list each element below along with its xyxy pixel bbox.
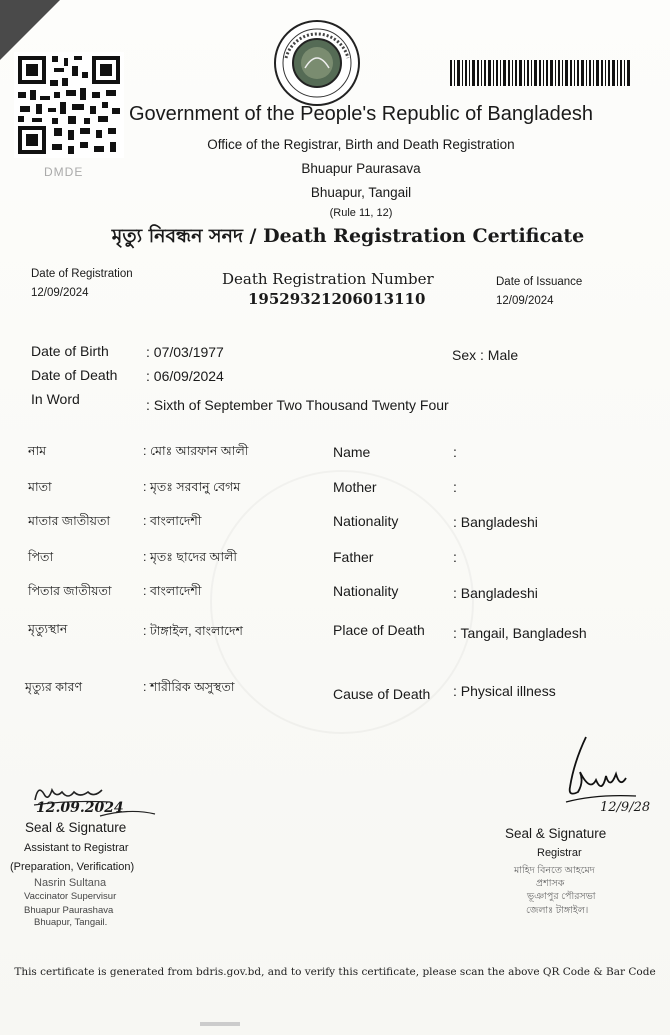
date-of-death-label: Date of Death: [31, 367, 118, 383]
assistant-designation: Vaccinator Supervisur: [24, 891, 117, 902]
barcode[interactable]: [450, 60, 630, 86]
mother-label: Mother: [333, 479, 377, 495]
registrar-stamp-district: জেলাঃ টাঙ্গাইল।: [526, 905, 589, 916]
registration-number-label: Death Registration Number: [222, 270, 434, 288]
bn-mother-value: : মৃতঃ সরবানু বেগম: [143, 480, 241, 494]
cause-of-death-label: Cause of Death: [333, 686, 431, 702]
rule-reference: (Rule 11, 12): [329, 207, 393, 219]
registrar-stamp-office: ভূঞাপুর পৌরসভা: [527, 891, 596, 902]
certificate-title: মৃত্যু নিবন্ধন সনদ / Death Registration Certificate: [111, 225, 585, 247]
bn-mother-label: মাতা: [28, 480, 52, 494]
bn-place-of-death-value: : টাঙ্গাইল, বাংলাদেশ: [143, 624, 243, 638]
mother-nationality-value: : Bangladeshi: [453, 514, 538, 530]
folded-corner: [0, 0, 60, 60]
registration-date-value: 12/09/2024: [31, 287, 89, 299]
place-of-death-label: Place of Death: [333, 622, 425, 638]
bn-place-of-death-label: মৃত্যুস্থান: [28, 622, 68, 636]
footer-note: This certificate is generated from bdris.gov.bd, and to verify this certificate, please scan the above QR Code & Bar Code: [14, 966, 656, 978]
mother-nationality-label: Nationality: [333, 513, 399, 529]
father-nationality-value: : Bangladeshi: [453, 585, 538, 601]
in-word-label: In Word: [31, 391, 80, 407]
place-of-death-value: : Tangail, Bangladesh: [453, 625, 587, 641]
father-value: :: [453, 549, 457, 565]
bn-father-nationality-value: : বাংলাদেশী: [143, 584, 202, 598]
bn-name-label: নাম: [28, 444, 47, 458]
bn-father-nationality-label: পিতার জাতীয়তা: [28, 584, 112, 598]
location-heading: Bhuapur, Tangail: [310, 185, 412, 200]
bn-father-value: : মৃতঃ ছাদের আলী: [143, 550, 238, 564]
registrar-role: Registrar: [537, 847, 582, 859]
assistant-role: Assistant to Registrar: [24, 842, 129, 854]
issuance-date-label: Date of Issuance: [496, 276, 583, 288]
paurasava-heading: Bhuapur Paurasava: [301, 161, 421, 176]
office-heading: Office of the Registrar, Birth and Death Registration: [207, 137, 515, 152]
bn-name-value: : মোঃ আরফান আলী: [143, 444, 249, 458]
cause-of-death-value: : Physical illness: [453, 683, 556, 699]
father-nationality-label: Nationality: [333, 583, 399, 599]
issuance-date-value: 12/09/2024: [496, 295, 554, 307]
assistant-seal-label: Seal & Signature: [25, 820, 127, 835]
assistant-place: Bhuapur, Tangail.: [34, 917, 108, 928]
assistant-name: Nasrin Sultana: [34, 877, 107, 889]
mother-value: :: [453, 479, 457, 495]
registrar-stamp-name: মাহিদ বিনতে আহমেদ: [514, 865, 595, 876]
father-label: Father: [333, 549, 374, 565]
government-seal-icon: [272, 18, 362, 108]
assistant-office: Bhuapur Paurashava: [24, 905, 114, 916]
registration-date-label: Date of Registration: [31, 268, 133, 280]
bn-father-label: পিতা: [28, 550, 54, 564]
date-of-birth-value: : 07/03/1977: [146, 344, 224, 360]
bn-mother-nationality-value: : বাংলাদেশী: [143, 514, 202, 528]
date-of-death-value: : 06/09/2024: [146, 368, 224, 384]
in-word-value: : Sixth of September Two Thousand Twenty Four: [146, 397, 449, 413]
qr-caption: DMDE: [44, 165, 84, 179]
bn-mother-nationality-label: মাতার জাতীয়তা: [28, 514, 111, 528]
bn-cause-of-death-value: : শারীরিক অসুস্থতা: [143, 680, 235, 694]
registrar-stamp-title: প্রশাসক: [536, 878, 565, 889]
bottom-edge-mark: [200, 1022, 240, 1026]
name-value: :: [453, 444, 457, 460]
sex-value: Sex : Male: [452, 347, 519, 363]
registrar-seal-label: Seal & Signature: [505, 826, 607, 841]
name-label: Name: [333, 444, 371, 460]
bn-cause-of-death-label: মৃত্যুর কারণ: [25, 680, 83, 694]
date-of-birth-label: Date of Birth: [31, 343, 109, 359]
registration-number-value: 19529321206013110: [248, 290, 426, 308]
assistant-role-detail: (Preparation, Verification): [10, 861, 135, 873]
government-heading: Government of the People's Republic of Bangladesh: [128, 103, 594, 125]
registrar-sign-date: 12/9/28: [600, 800, 651, 815]
assistant-sign-date: 12.09.2024: [36, 800, 124, 816]
